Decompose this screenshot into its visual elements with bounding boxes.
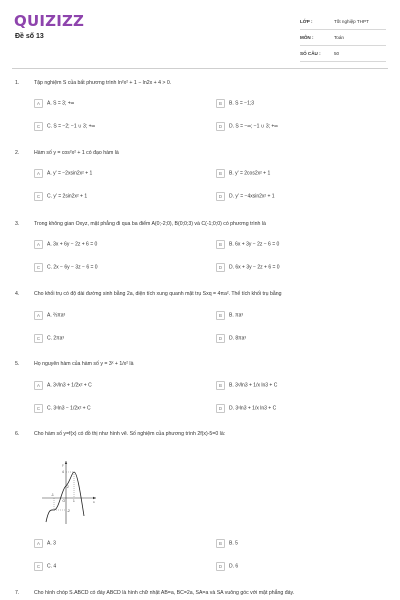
option-letter-box: B [216, 99, 225, 108]
option-d[interactable] [216, 334, 246, 344]
option-letter-box: D [216, 334, 225, 343]
origin-label: O [62, 499, 65, 503]
y-tick-low: -2 [67, 509, 70, 513]
meta-value: Toán [334, 35, 344, 40]
question-text: Tập nghiệm S của bất phương trình ln²x² + 1 − ln2x + 4 > 0. [34, 80, 172, 86]
option-text: B. 3ˣ/ln3 + 1/x ln3 + C [229, 382, 278, 389]
option-b[interactable] [216, 311, 243, 321]
option-text: D. 6 [229, 563, 239, 570]
option-letter-box: D [216, 122, 225, 131]
option-text: B. y' = 2cos2x² + 1 [229, 170, 271, 177]
option-c[interactable] [34, 192, 87, 202]
option-d[interactable] [216, 562, 238, 572]
meta-key: LỚP : [300, 19, 313, 24]
option-letter-box: A [34, 311, 43, 320]
question-number: 5. [15, 361, 20, 367]
option-letter-box: A [34, 539, 43, 548]
option-letter-box: C [34, 404, 43, 413]
option-letter-box: A [34, 381, 43, 390]
option-text: D. 6x + 3y − 2z + 6 = 0 [229, 264, 280, 271]
option-text: C. 2πa³ [47, 335, 65, 342]
question-number: 3. [15, 221, 20, 227]
option-letter-box: C [34, 562, 43, 571]
option-letter-box: A [34, 240, 43, 249]
option-text: D. 3ˣln3 + 1/x ln3 + C [229, 405, 277, 412]
exam-meta-table [300, 14, 386, 62]
option-b[interactable] [216, 99, 254, 109]
option-text: A. 3x + 6y − 2z + 6 = 0 [47, 241, 98, 248]
option-a[interactable] [34, 539, 56, 549]
option-c[interactable] [34, 263, 98, 273]
option-text: A. ⅔πa³ [47, 312, 66, 319]
meta-value: Tốt nghiệp THPT [334, 19, 369, 24]
y-axis-label: y [62, 463, 64, 467]
question-text: Cho hình chóp S.ABCD có đáy ABCD là hình chữ nhật AB=a, BC=2a, SA=a và SA vuông góc với mặt phẳng đáy. [34, 590, 295, 596]
option-text: D. y' = −4xsin2x² + 1 [229, 193, 275, 200]
option-a[interactable] [34, 311, 65, 321]
option-c[interactable] [34, 122, 95, 132]
option-a[interactable] [34, 381, 92, 391]
option-letter-box: B [216, 381, 225, 390]
option-b[interactable] [216, 169, 270, 179]
option-text: B. 6x + 3y − 2z − 6 = 0 [229, 241, 280, 248]
x-axis-arrow [93, 497, 96, 499]
question-text: Hàm số y = cos²x² + 1 có đạo hàm là [34, 150, 119, 156]
y-tick-max: 4 [62, 470, 64, 474]
option-text: C. S = −2; −1 ∪ 3; +∞ [47, 123, 96, 130]
question-text: Cho khối trụ có độ dài đường sinh bằng 2a, diện tích xung quanh mặt trụ Sxq = 4πa². Thể tích khối trụ bằng [34, 291, 282, 297]
meta-value: 50 [334, 51, 340, 56]
option-text: C. 3ˣln3 − 1/2x² + C [47, 405, 91, 412]
x-tick-neg: -1 [51, 493, 54, 497]
question-text: Cho hàm số y=f(x) có đồ thị như hình vẽ. Số nghiệm của phương trình 2f(x)-5=0 là: [34, 431, 226, 437]
meta-row-count [300, 46, 386, 62]
option-letter-box: A [34, 169, 43, 178]
option-letter-box: C [34, 263, 43, 272]
option-letter-box: B [216, 169, 225, 178]
option-letter-box: C [34, 192, 43, 201]
option-text: C. 4 [47, 563, 57, 570]
x-axis-label: x [93, 500, 95, 504]
option-letter-box: B [216, 311, 225, 320]
option-text: D. 8πa³ [229, 335, 247, 342]
option-c[interactable] [34, 562, 56, 572]
option-d[interactable] [216, 192, 275, 202]
exam-title: Đề số 13 [15, 33, 44, 40]
header-divider [12, 68, 388, 69]
option-text: B. πa³ [229, 312, 244, 319]
option-a[interactable] [34, 99, 74, 109]
option-text: B. S = −1;3 [229, 100, 255, 107]
option-c[interactable] [34, 334, 64, 344]
option-text: A. y' = −2xsin2x² + 1 [47, 170, 93, 177]
function-curve [46, 472, 84, 522]
option-text: C. y' = 2sin2x² + 1 [47, 193, 88, 200]
option-d[interactable] [216, 122, 278, 132]
option-b[interactable] [216, 240, 279, 250]
option-letter-box: D [216, 263, 225, 272]
option-letter-box: D [216, 562, 225, 571]
question-number: 4. [15, 291, 20, 297]
option-a[interactable] [34, 169, 92, 179]
function-graph [40, 458, 98, 526]
meta-key: MÔN : [300, 35, 314, 40]
question-number: 7. [15, 590, 20, 596]
option-d[interactable] [216, 404, 276, 414]
question-number: 2. [15, 150, 20, 156]
option-letter-box: D [216, 192, 225, 201]
meta-row-class [300, 14, 386, 30]
option-letter-box: C [34, 334, 43, 343]
meta-row-subject [300, 30, 386, 46]
option-b[interactable] [216, 539, 238, 549]
x-tick-one: 1 [73, 499, 75, 503]
question-text: Trong không gian Oxyz, mặt phẳng đi qua ba điểm A(0;-2;0), B(0;0;3) và C(-1;0;0) có phương trình là [34, 221, 266, 227]
y-tick-mid: 2 [67, 485, 69, 489]
option-text: A. 3 [47, 540, 56, 547]
option-text: B. 5 [229, 540, 238, 547]
y-axis-arrow [65, 461, 67, 464]
question-number: 6. [15, 431, 20, 437]
option-letter-box: B [216, 240, 225, 249]
option-c[interactable] [34, 404, 91, 414]
option-text: A. S = 3; +∞ [47, 100, 75, 107]
option-letter-box: D [216, 404, 225, 413]
quizizz-logo: QUIZIZZ [14, 12, 85, 30]
header [0, 0, 400, 70]
option-b[interactable] [216, 381, 277, 391]
option-d[interactable] [216, 263, 280, 273]
option-text: A. 3ˣ/ln3 + 1/2x² + C [47, 382, 92, 389]
question-number: 1. [15, 80, 20, 86]
option-text: D. S = −∞; −1 ∪ 3; +∞ [229, 123, 278, 130]
option-letter-box: B [216, 539, 225, 548]
question-text: Họ nguyên hàm của hàm số y = 3ˣ + 1/x² là [34, 361, 134, 367]
option-text: C. 2x − 6y − 3z − 6 = 0 [47, 264, 98, 271]
option-letter-box: C [34, 122, 43, 131]
option-a[interactable] [34, 240, 97, 250]
meta-key: SỐ CÂU : [300, 51, 321, 56]
option-letter-box: A [34, 99, 43, 108]
